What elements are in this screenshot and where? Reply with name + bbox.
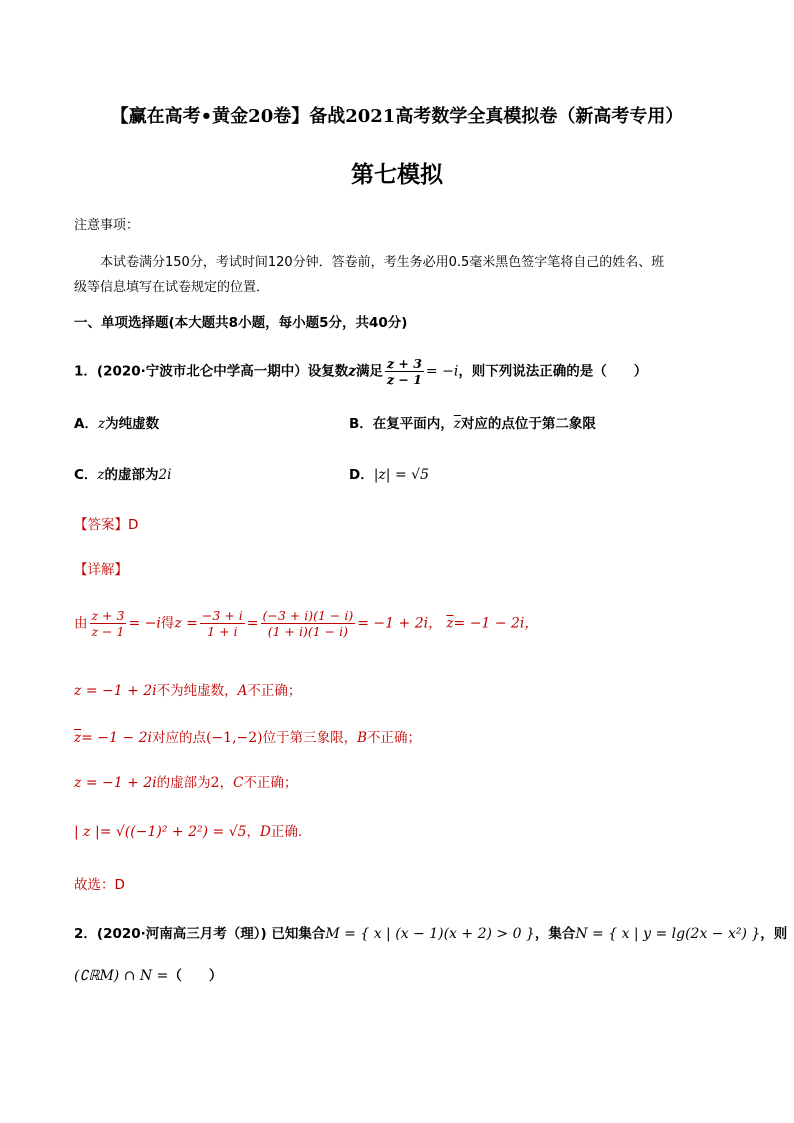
q1-option-a-var: z [97,416,106,432]
answer-value: D [128,517,139,533]
sol3-text-2: 位于第三象限， [262,730,358,746]
q1-prefix: 1．(2020·宁波市北仑中学高一期中）设复数 [74,363,349,380]
sol1-frac-3 [261,608,356,639]
q1-option-a-label: A． [74,416,98,432]
document-title: 【赢在高考•黄金20卷】备战2021高考数学全真模拟卷（新高考专用） [110,106,684,127]
q1-option-d[interactable] [349,463,429,483]
q1-fraction [385,356,424,387]
sol1-frac-3-num: (−3 + i)(1 − i) [262,608,354,623]
sol5-var: D [260,824,271,840]
q1-option-b-label: B．在复平面内， [349,416,454,432]
q1-solution-line-2 [74,679,301,699]
answer-tag: 【答案】 [74,517,128,533]
sol3-text: 对应的点 [151,730,206,746]
sol1-eq-4: = −1 + 2i， [357,615,443,632]
sol3-conj: $\overline{z}$ [74,730,82,746]
q1-var: z [348,363,356,380]
q1-option-a[interactable] [74,412,159,432]
q1-suffix: ，则下列说法正确的是（ ） [458,363,648,380]
sol3-point: (−1,−2) [205,730,263,746]
sol5-end: 正确. [270,824,303,840]
q1-answer [74,513,138,533]
sol4-value: 2 [210,775,220,791]
sol1-frac-1 [90,608,127,639]
sol1-eq-2: z = [174,615,198,632]
q1-frac-den: z − 1 [386,372,422,387]
q2-complement-expr: (∁ℝM) ∩ N = [74,968,169,984]
q1-option-c-text: 的虚部为 [104,467,159,483]
q1-option-c-value: 2i [158,467,172,483]
sol1-eq-5: = −1 − 2i， [453,615,539,632]
sol1-frac-1-num: z + 3 [91,608,125,623]
sol1-frac-1-den: z − 1 [91,624,125,639]
sol2-text: 不为纯虚数， [156,683,238,699]
notes-line-2: 级等信息填写在试卷规定的位置． [74,280,270,295]
choose-value: D [114,877,125,893]
sol1-frac-2 [200,608,245,639]
sol1-text-a: 由 [74,615,88,632]
sol2-math: z = −1 + 2i [74,683,157,699]
q2-set-m: M = { x | (x − 1)(x + 2) > 0 } [325,926,535,942]
sol3-var: B [357,730,368,746]
q2-set-n: N = { x | y = lg(2x − x²) } [575,926,761,942]
q1-option-c[interactable] [74,463,171,483]
section-heading: 一、单项选择题(本大题共8小题，每小题5分，共40分) [74,315,408,331]
notes-label: 注意事项： [74,218,140,233]
q2-suffix: ，则 [760,926,788,942]
q1-option-c-var: z [97,467,105,483]
q2-blank: （ ） [168,968,223,984]
q2-mid: ，集合 [534,926,576,942]
sol4-math: z = −1 + 2i [74,775,157,791]
sol1-eq-1: = −i [128,615,161,632]
sol1-frac-2-num: −3 + i [201,608,243,623]
q1-solution-line-4 [74,771,297,791]
q1-option-a-text: 为纯虚数 [105,416,160,432]
sol2-end: 不正确； [247,683,302,699]
sol4-sep: ， [219,775,234,791]
q1-solution-line-1 [74,608,538,639]
q1-option-b-text: 对应的点位于第二象限 [460,416,596,432]
notes-line-1: 本试卷满分150分，考试时间120分钟．答卷前，考生务必用0.5毫米黑色签字笔将自己的姓名、班 [100,255,665,270]
sol3-math: = −1 − 2i [81,730,152,746]
q1-option-d-math: |z| = √5 [373,467,429,483]
q1-eq: = −i [425,363,459,380]
sol4-end: 不正确； [243,775,298,791]
q1-solution-line-3 [74,726,421,746]
q1-mid: 满足 [355,363,383,380]
question-1-stem [74,356,647,387]
page-subtitle: 第七模拟 [351,161,443,188]
sol2-var: A [237,683,248,699]
q1-frac-num: z + 3 [386,356,422,371]
q1-detail-tag: 【详解】 [74,562,128,578]
sol1-frac-3-den: (1 + i)(1 − i) [267,624,348,639]
question-2-stem [74,922,787,942]
q1-option-d-label: D． [349,467,374,483]
sol1-text-c: 得 [160,615,175,632]
q1-option-b-var: $\overline{z}$ [453,416,461,432]
question-2-line-2 [74,964,222,984]
sol5-math: | z |= √((−1)² + 2²) = √5 [74,824,247,840]
sol1-eq-3: = [246,615,259,632]
q1-option-b[interactable] [349,412,596,432]
q1-option-c-label: C． [74,467,98,483]
sol1-conj: $\overline{z}$ [446,615,454,632]
sol5-sep: ， [246,824,261,840]
choose-label: 故选： [74,877,115,893]
sol4-var: C [233,775,244,791]
q1-final-choice [74,873,125,893]
sol1-frac-2-den: 1 + i [207,624,238,639]
q1-solution-line-5 [74,820,302,840]
sol3-end: 不正确； [367,730,422,746]
q2-prefix: 2．(2020·河南高三月考（理）) 已知集合 [74,926,326,942]
sol4-text: 的虚部为 [156,775,211,791]
